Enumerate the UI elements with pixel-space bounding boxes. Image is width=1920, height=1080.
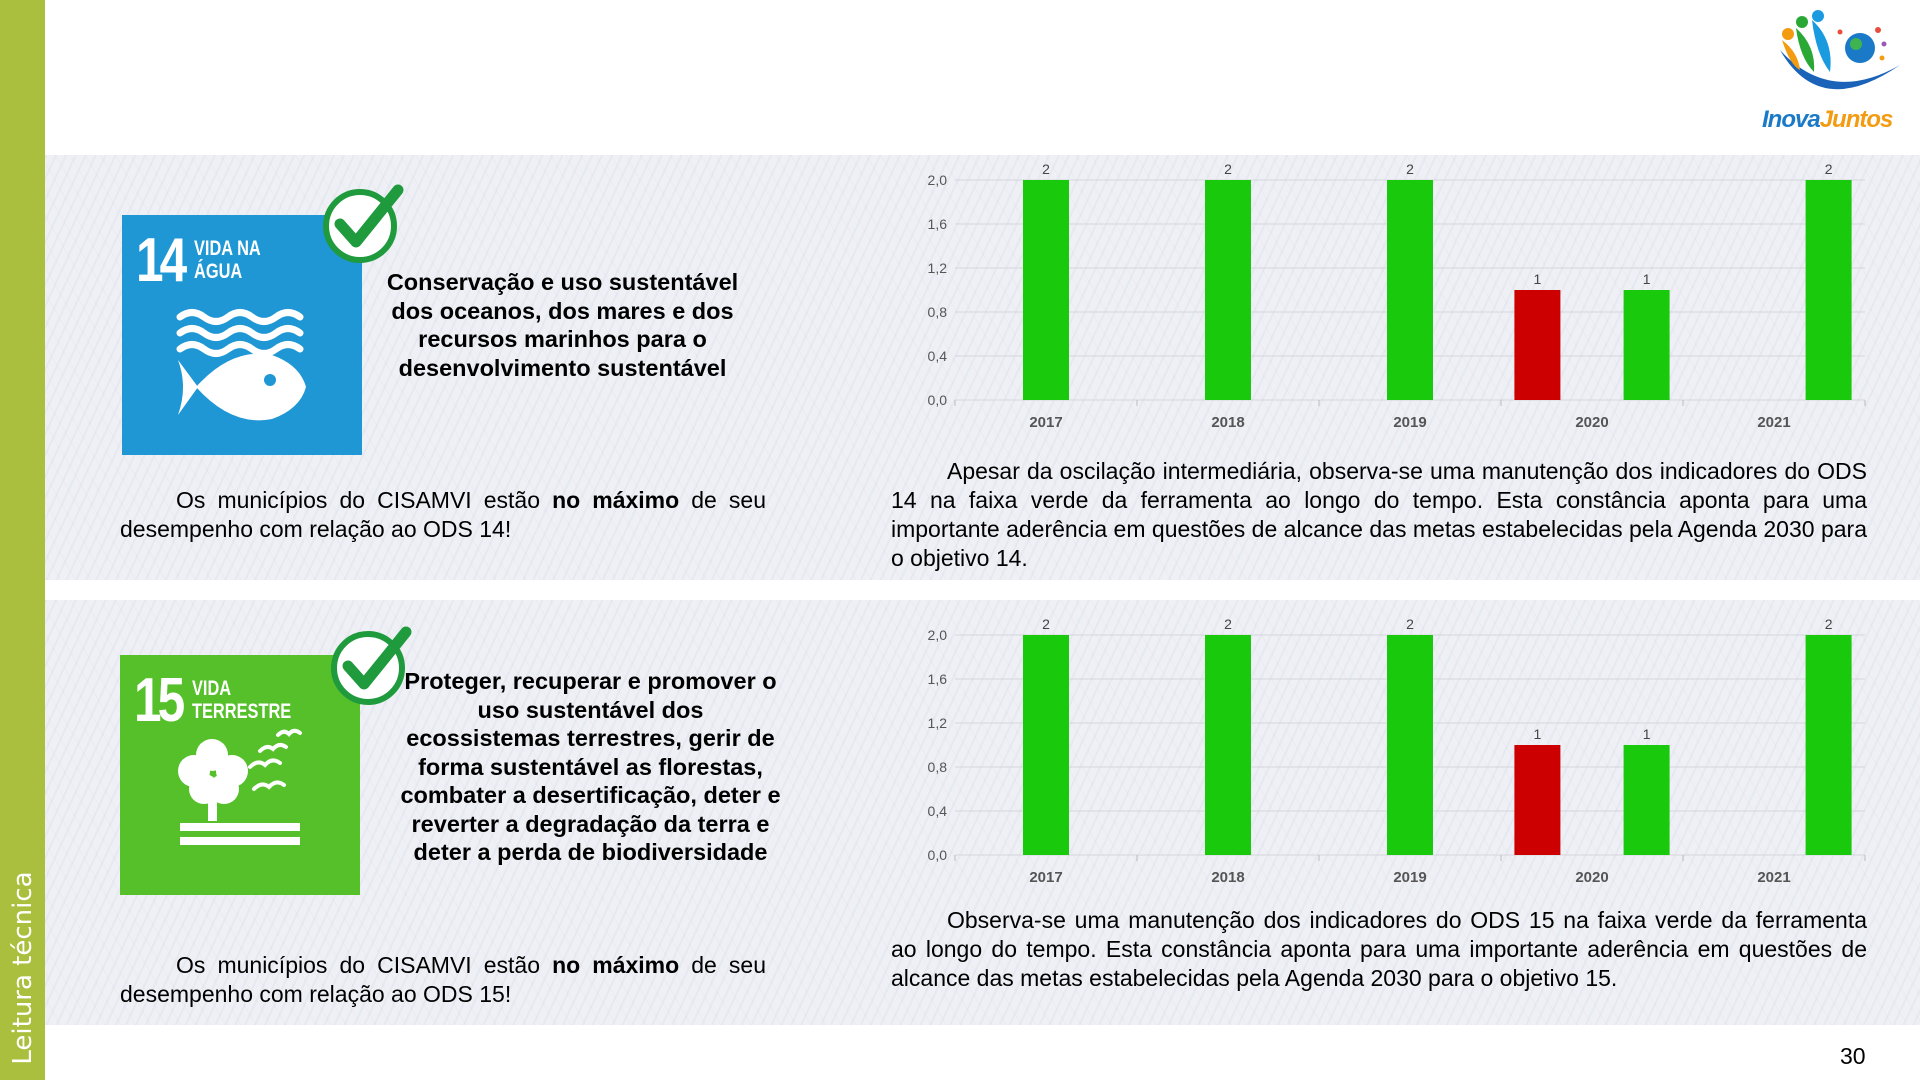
bar <box>1806 180 1852 400</box>
y-tick-label: 1,6 <box>927 216 947 232</box>
ods14-summary-bold: no máximo <box>552 487 680 513</box>
y-tick-label: 2,0 <box>927 172 947 188</box>
data-label: 2 <box>1224 161 1232 177</box>
tree-birds-icon <box>120 655 360 895</box>
y-tick-label: 0,4 <box>927 803 947 819</box>
bar <box>1205 635 1251 855</box>
y-tick-label: 0,0 <box>927 847 947 863</box>
check-icon <box>320 180 410 270</box>
y-tick-label: 0,8 <box>927 304 947 320</box>
ods14-analysis-text: Apesar da oscilação intermediária, observa-se uma manutenção dos indicadores do ODS 14 na faixa verde da ferramenta ao longo do tempo. Esta constância aponta para uma importante aderência em questões de alcance das metas estabelecidas pela Agenda 2030 para o objetivo 14. <box>891 458 1867 571</box>
ods14-analysis <box>891 457 1867 573</box>
y-tick-label: 1,6 <box>927 671 947 687</box>
y-tick-label: 2,0 <box>927 627 947 643</box>
x-tick-label: 2017 <box>1029 414 1063 431</box>
ods15-summary-pre: Os municípios do CISAMVI estão <box>176 952 553 978</box>
sidebar-label: Leitura técnica <box>8 871 38 1065</box>
bar <box>1514 745 1560 855</box>
data-label: 2 <box>1406 616 1414 632</box>
x-tick-label: 2020 <box>1575 414 1609 431</box>
page-number: 30 <box>1840 1043 1866 1069</box>
x-tick-label: 2021 <box>1757 414 1791 431</box>
y-tick-label: 1,2 <box>927 715 947 731</box>
logo-wordmark-part2: Juntos <box>1819 106 1893 133</box>
x-tick-label: 2018 <box>1211 869 1245 886</box>
ods14-chart <box>900 160 1870 440</box>
data-label: 2 <box>1824 161 1833 177</box>
y-tick-label: 0,0 <box>927 392 947 408</box>
logo-graphic <box>1760 10 1910 110</box>
bar <box>1205 180 1251 400</box>
logo-wordmark <box>1762 106 1892 134</box>
x-tick-label: 2017 <box>1029 869 1063 886</box>
x-tick-label: 2020 <box>1575 869 1609 886</box>
y-tick-label: 0,8 <box>927 759 947 775</box>
ods14-goal-title: Conservação e uso sustentável dos oceanos, dos mares e dos recursos marinhos para o desenvolvimento sustentável <box>386 269 739 381</box>
sdg15-name: VIDA TERRESTRE <box>192 677 292 723</box>
ods15-summary-bold: no máximo <box>552 952 680 978</box>
data-label: 2 <box>1042 161 1050 177</box>
ods15-chart <box>900 615 1870 895</box>
ods15-analysis-text: Observa-se uma manutenção dos indicadores do ODS 15 na faixa verde da ferramenta ao longo do tempo. Esta constância aponta para uma importante aderência em questões de alcance das metas estabelecidas pela Agenda 2030 para o objetivo 15. <box>891 907 1867 991</box>
bar <box>1023 180 1069 400</box>
data-label: 1 <box>1533 271 1542 287</box>
y-tick-label: 0,4 <box>927 348 947 364</box>
logo-wordmark-part1: Inova <box>1762 106 1820 133</box>
ods14-summary-post: de seu desempenho com relação ao ODS 14! <box>120 487 766 542</box>
ods15-goal-title: Proteger, recuperar e promover o uso sustentável dos ecossistemas terrestres, gerir de forma sustentável as florestas, combater a desertificação, deter e reverter a degradação da terra e deter a perda de biodiversidade <box>400 668 781 865</box>
y-tick-label: 1,2 <box>927 260 947 276</box>
ods15-summary <box>120 951 766 1009</box>
x-tick-label: 2019 <box>1393 414 1427 431</box>
x-tick-label: 2018 <box>1211 414 1245 431</box>
data-label: 2 <box>1824 616 1833 632</box>
bar <box>1624 745 1670 855</box>
bar <box>1387 180 1433 400</box>
bar <box>1387 635 1433 855</box>
ods14-summary-pre: Os municípios do CISAMVI estão <box>176 487 553 513</box>
bar <box>1023 635 1069 855</box>
bar <box>1806 635 1852 855</box>
ods15-analysis <box>891 906 1867 993</box>
data-label: 2 <box>1406 161 1414 177</box>
x-tick-label: 2021 <box>1757 869 1791 886</box>
sdg15-tile <box>120 655 360 895</box>
sdg15-number: 15 <box>134 666 182 735</box>
bar <box>1514 290 1560 400</box>
ods14-summary <box>120 486 766 544</box>
data-label: 1 <box>1642 271 1651 287</box>
x-tick-label: 2019 <box>1393 869 1427 886</box>
data-label: 1 <box>1642 726 1651 742</box>
sidebar-strip <box>0 0 45 1080</box>
sdg14-name: VIDA NA ÁGUA <box>194 237 261 283</box>
ods15-summary-post: de seu desempenho com relação ao ODS 15! <box>120 952 766 1007</box>
data-label: 2 <box>1042 616 1050 632</box>
data-label: 2 <box>1224 616 1232 632</box>
sdg14-number: 14 <box>136 226 184 295</box>
data-label: 1 <box>1533 726 1542 742</box>
bar <box>1624 290 1670 400</box>
